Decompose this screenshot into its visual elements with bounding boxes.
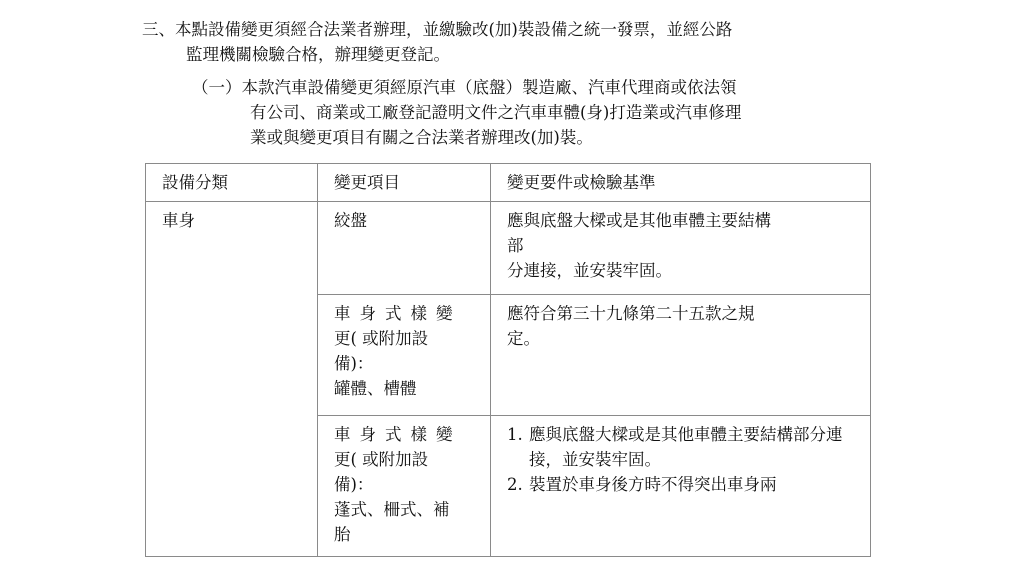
requirement-text: 應與底盤大樑或是其他車體主要結構部分連接，並安裝牢固。 bbox=[529, 425, 843, 469]
change-item-text: 備)： bbox=[334, 475, 374, 494]
change-item-text: 車身式樣變 bbox=[334, 425, 462, 444]
change-item-cell bbox=[318, 295, 491, 416]
requirement-cell bbox=[491, 416, 871, 557]
requirement-text: 定。 bbox=[507, 329, 540, 348]
requirement-text: 應符合第三十九條第二十五款之規 bbox=[507, 304, 755, 323]
requirement-text: 部 bbox=[507, 236, 524, 255]
subsection-1-line-3: 業或與變更項目有關之合法業者辦理改(加)裝。 bbox=[250, 128, 593, 147]
header-requirement: 變更要件或檢驗基準 bbox=[491, 164, 871, 202]
subsection-1-line-1: （一）本款汽車設備變更須經原汽車（底盤）製造廠、汽車代理商或依法領 bbox=[192, 78, 737, 97]
requirement-text: 分連接，並安裝牢固。 bbox=[507, 261, 672, 280]
requirement-text: 裝置於車身後方時不得突出車身兩 bbox=[529, 475, 777, 494]
change-item-text: 絞盤 bbox=[334, 211, 367, 230]
section-3-line-2: 監理機關檢驗合格，辦理變更登記。 bbox=[186, 45, 450, 64]
section-3-line-1: 三、本點設備變更須經合法業者辦理，並繳驗改(加)裝設備之統一發票，並經公路 bbox=[142, 20, 733, 39]
change-item-text: 更( 或附加設 bbox=[334, 450, 429, 469]
change-item-cell bbox=[318, 202, 491, 295]
change-item-text: 胎 bbox=[334, 525, 351, 544]
requirement-cell bbox=[491, 202, 871, 295]
list-number: 2. bbox=[507, 475, 523, 494]
subsection-1-line-2: 有公司、商業或工廠登記證明文件之汽車車體(身)打造業或汽車修理 bbox=[250, 103, 742, 122]
change-item-text: 蓬式、柵式、補 bbox=[334, 500, 450, 519]
category-cell bbox=[146, 202, 318, 557]
change-item-text: 更( 或附加設 bbox=[334, 329, 429, 348]
requirement-list-item bbox=[507, 472, 854, 497]
change-item-cell bbox=[318, 416, 491, 557]
equipment-change-table bbox=[145, 163, 871, 557]
requirement-cell bbox=[491, 295, 871, 416]
category-label: 車身 bbox=[162, 211, 195, 230]
change-item-text: 罐體、槽體 bbox=[334, 379, 417, 398]
header-change-item: 變更項目 bbox=[318, 164, 491, 202]
table-row bbox=[146, 202, 871, 295]
requirement-text: 應與底盤大樑或是其他車體主要結構 bbox=[507, 211, 771, 230]
header-category: 設備分類 bbox=[146, 164, 318, 202]
table-header-row bbox=[146, 164, 871, 202]
change-item-text: 車身式樣變 bbox=[334, 304, 462, 323]
change-item-text: 備)： bbox=[334, 354, 374, 373]
list-number: 1. bbox=[507, 425, 523, 444]
requirement-list-item bbox=[507, 422, 854, 472]
